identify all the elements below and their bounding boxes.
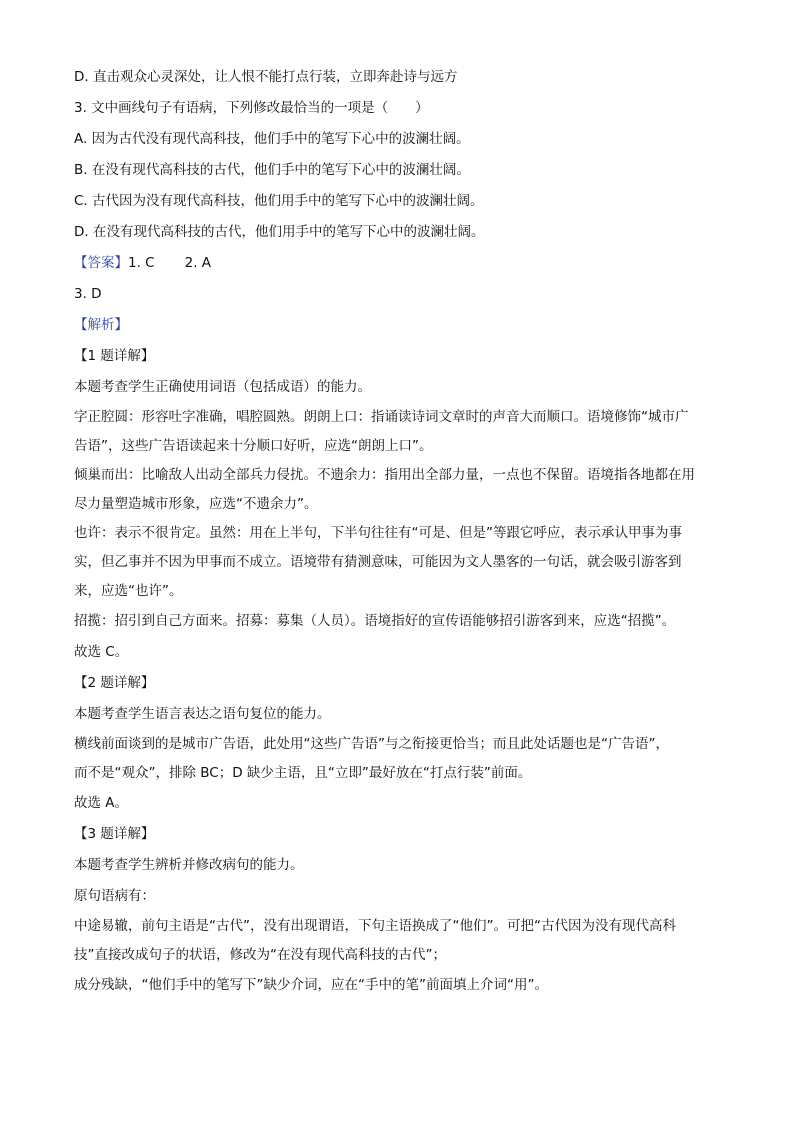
q1-heading: 【1 题详解】 <box>74 348 155 364</box>
q3-label: 原句语病有： <box>74 888 155 904</box>
q1-paragraph-1: 字正腔圆：形容吐字准确，唱腔圆熟。朗朗上口：指诵读诗词文章时的声音大而顺口。语境修饰“城市广 告语”，这些广告语读起来十分顺口好听，应选“朗朗上口”。 <box>74 409 689 454</box>
q1-paragraph-3: 也许：表示不很肯定。虽然：用在上半句，下半句往往有“可是、但是”等跟它呼应，表示承认甲事为事 实，但乙事并不因为甲事而不成立。语境带有猜测意味，可能因为文人墨客的一句话，就会吸引游客到 来，应选“也许”。 <box>74 525 682 599</box>
q3-intro: 本题考查学生辨析并修改病句的能力。 <box>74 857 304 873</box>
q3-option-a: A. 因为古代没有现代高科技，他们手中的笔写下心中的波澜壮阔。 <box>74 131 470 147</box>
q2-intro: 本题考查学生语言表达之语句复位的能力。 <box>74 706 331 722</box>
q2-option-d: D. 直击观众心灵深处，让人恨不能打点行装，立即奔赴诗与远方 <box>74 69 458 85</box>
q3-heading: 【3 题详解】 <box>74 826 155 842</box>
q3-option-c: C. 古代因为没有现代高科技，他们用手中的笔写下心中的波澜壮阔。 <box>74 193 484 209</box>
q3-option-d: D. 在没有现代高科技的古代，他们用手中的笔写下心中的波澜壮阔。 <box>74 224 485 240</box>
q2-conclusion: 故选 A。 <box>74 795 129 811</box>
answer-line <box>74 248 724 279</box>
q1-conclusion: 故选 C。 <box>74 644 129 660</box>
document-page <box>74 62 724 1001</box>
answer-2: 2. A <box>184 255 212 271</box>
analysis-tag: 【解析】 <box>74 317 128 333</box>
q2-heading: 【2 题详解】 <box>74 675 155 691</box>
answer-3: 3. D <box>74 286 102 302</box>
q3-paragraph-1: 中途易辙，前句主语是“古代”，没有出现谓语，下句主语换成了“他们”。可把“古代因为没有现代高科 技”直接改成句子的状语，修改为“在没有现代高科技的古代”； <box>74 918 676 963</box>
q1-paragraph-2: 倾巢而出：比喻敌人出动全部兵力侵扰。不遗余力：指用出全部力量，一点也不保留。语境指各地都在用 尽力量塑造城市形象，应选“不遗余力”。 <box>74 467 695 512</box>
q3-stem: 3. 文中画线句子有语病，下列修改最恰当的一项是（ ） <box>74 100 429 116</box>
answer-1: 1. C <box>128 255 155 271</box>
q2-paragraph-1: 横线前面谈到的是城市广告语，此处用“这些广告语”与之衔接更恰当；而且此处话题也是“广告语”， 而不是“观众”，排除 BC；D 缺少主语，且“立即”最好放在“打点行装”前面。 <box>74 736 669 781</box>
q3-option-b: B. 在没有现代高科技的古代，他们手中的笔写下心中的波澜壮阔。 <box>74 162 470 178</box>
answer-tag: 【答案】 <box>74 255 128 271</box>
q3-paragraph-2: 成分残缺，“他们手中的笔写下”缺少介词，应在“手中的笔”前面填上介词“用”。 <box>74 977 548 993</box>
q1-intro: 本题考查学生正确使用词语（包括成语）的能力。 <box>74 379 371 395</box>
q1-paragraph-4: 招揽：招引到自己方面来。招募：募集（人员）。语境指好的宣传语能够招引游客到来，应选“招揽”。 <box>74 613 676 629</box>
